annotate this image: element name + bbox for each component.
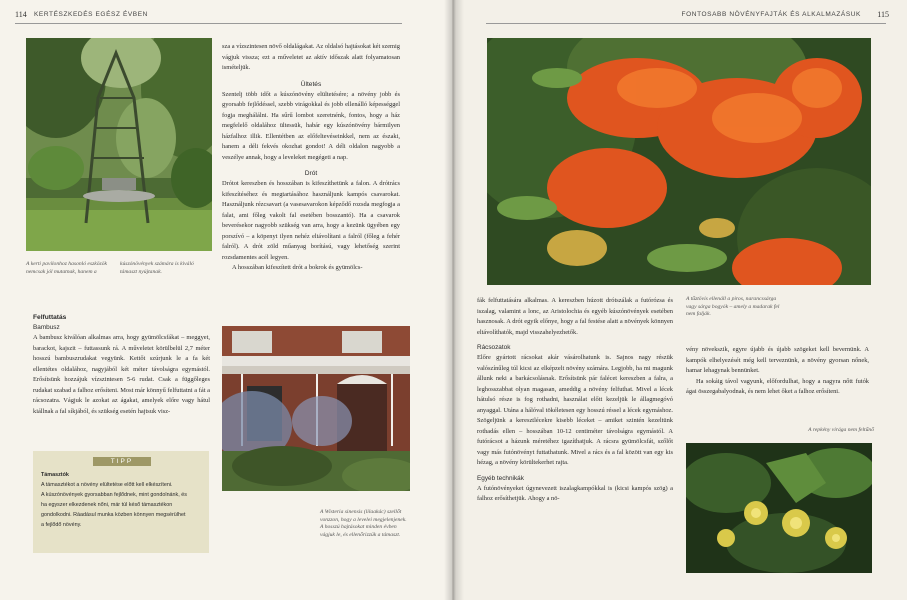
body-text: Ha sokáig távol vagyunk, előfordulhat, hogy a nagyra nőtt futók ágai összegabalyodnak, és nem lehet őket a falhoz erősíteni. — [686, 377, 869, 395]
running-head: KERTÉSZKEDÉS EGÉSZ ÉVBEN — [34, 11, 148, 18]
section-heading: Felfuttatás — [33, 314, 67, 321]
tip-body — [41, 470, 203, 530]
text-column-1 — [33, 313, 210, 417]
section-heading: Rácsozatok — [477, 344, 511, 351]
text-column-2 — [222, 42, 400, 274]
tip-line: ha egyszer elkezdenek nőni, már túl késő támasztékon — [41, 502, 173, 508]
photo-caption-1: A tűztövis ellenáll a piros, narancssárga vagy sárga bogyók – amely a madarak fel nem falják. — [686, 296, 780, 318]
body-text: Szentelj több időt a kúszónövény elültetésére; a növény jobb és gyorsabb fejlődéssel, szebb virágokkal és jobb ellenálló képességgel fogja meghálálni. Ha sűrű lombot szeretnénk, fontos, hogy a ház megfelelő oldalához ültessük, habár egy kúszónövény bármilyen házfalhoz illik. Ellentétben az előfeltevéseinkkel, nem az északi, hanem a déli fekvés okozhat gondot! A déli oldalon nagyobb a veszélye annak, hogy a leveleket megégeti a nap. — [222, 90, 400, 161]
tip-label: TIPP — [93, 457, 151, 466]
photo-caption-2: A Wisteria sinensis (lilaakác) szellőt vonzzon, hogy a levelei megjelenjenek. A hosszú hajtásokat minden évben vágjuk le, és ellenőrizzük a támaszt. — [320, 509, 407, 538]
header-rule — [486, 23, 886, 24]
wisteria-house-photo — [222, 326, 410, 491]
body-text: Drótot kereszben és hosszában is kifeszíthetünk a falon. A drótrács kifeszítéséhez és megtartásához használjunk kampós csavarokat. Használjunk rézcsavart (a vasesavarokon képződő rozsda megfogja a falat, ami főleg vakolt fal esetében bosszantó). Ha a csavarok beverésekor nagyobb szükség van arra, hogy a kezünk ügyében egy porszívó – a köpenyt ilyen nehéz eltávolítani a falról (főleg a fehér falról). A drót zöld műanyag borítású, vagy lehetőség szerint rozsdamentes acél legyen. — [222, 180, 400, 261]
body-text: A bambusz kiválóan alkalmas arra, hogy gyümölcsfákat – meggyet, barackot, kajszit – futtassunk rá. A műveletet körülbelül 2,7 méter hosszú bambuszrudakat vegyünk. Kettőt szúrjunk le a fa két ellentétes oldalához, nagyjából két méter távolságra egymástól. Erősítsünk hozzájuk vízszintesen 5-6 rudat. Csak a függőleges rudakat szabad a falhoz erősíteni. Most már könnyű felfuttatni a fát a rácsozatra. Vágjuk le azokat az ágakat, amelyek előre vagy hátul kiállnak a fal síkjából, és szükség esetén hajtsuk visz- — [33, 334, 210, 415]
tip-line: A támasztékot a növény elültetése előtt kell elkészíteni. — [41, 482, 173, 488]
body-text: fák felfuttatására alkalmas. A kereszben húzott drótszálak a futórózsa és iszalag, valamint a lonc, az Aristolochia és egyéb kúszónövények esetében hasznosak. A drót egyik előnye, hogy a fal festése alatt a növények könnyen eltávolíthatók, majd visszahelyezhetők. — [477, 297, 673, 336]
tip-box — [33, 451, 209, 553]
header-rule — [15, 23, 402, 24]
tip-line: a fejlődő növény. — [41, 522, 82, 528]
body-text: vény növekszik, egyre újabb és újabb szögeket kell bevernünk. A kampók elhelyezését még kell terveznünk, a növény gyorsan nőnek, hamar lehagynak bennünket. — [686, 346, 869, 374]
body-text: sza a vízszintesen növő oldalágakat. Az oldalsó hajtásokat két szemig vágjuk vissza; ezt a műveletet az aktív időszak alatt folyamatosan ismételjük. — [222, 43, 400, 71]
text-column-2 — [686, 345, 869, 398]
body-text: A futónövényeket úgynevezett iszalagkampókkal is (kicsi kampós szög) a falhoz erősíthetjük. Ahogy a nö- — [477, 484, 673, 502]
section-heading: Ültetés — [300, 80, 322, 88]
ivy-flowers-photo — [686, 443, 872, 573]
right-page — [454, 0, 907, 600]
text-column-1 — [477, 296, 673, 505]
tip-title: Támasztók — [41, 472, 69, 478]
pyracantha-berries-photo — [487, 38, 871, 285]
tip-line: A kúszónövények gyorsabban fejlődnek, mint gondolnánk, és — [41, 492, 187, 498]
left-page — [0, 0, 452, 600]
section-heading: Drót — [304, 170, 318, 177]
page-number: 115 — [877, 10, 889, 19]
garden-pavilion-photo — [26, 38, 212, 251]
page-number: 114 — [15, 10, 27, 19]
photo-caption-1: A kerti pavilonhoz hasonló eszközök nemcsak jól mutatnak, hanem a kúszónövények számára is kiváló támaszt nyújtanak. — [26, 261, 194, 275]
subsection-heading: Bambusz — [33, 324, 60, 331]
tip-line: gondolkodni. Ráadásul munka közben könnyen megsérülhet — [41, 512, 186, 518]
photo-caption-2: A repkény virága nem feltűnő — [808, 427, 874, 433]
body-text: Előre gyártott rácsokat akár vásárolhatunk is. Sajnos nagy részük valószínűleg túl kicsi az elképzelt növény számára. Legjobb, ha mi magunk állunk neki a barkácsolásnak. Erősítsünk pár falécet kereszben a falra, a leghosszabbat olyan magasan, ameddig a növény felfuthat. Mivel a lécek hátulsó része is fog rothadni, használat előtt kezeljük le állagmegóvó anyaggal. Utána a hálóval tökéletesen egy hosszú réssel a lécek egymáshoz. Szögeljünk a keresztlécekre kisebb léceket – amiket szintén kezeltünk rothadás ellen – hosszában 10-12 centiméter távolságra egymástól. A futórácsot a házunk méretéhez igazíthatjuk. A rácsra gyümölcsfát, szőlőt vagy más futónövényt futtathatunk. Mivel a rács és a fal között van egy kis hézag, a növény körültekerhet rajta. — [477, 354, 673, 466]
running-head: FONTOSABB NÖVÉNYFAJTÁK ÉS ALKALMAZÁSUK — [681, 11, 861, 18]
section-heading: Egyéb technikák — [477, 474, 524, 482]
body-text: A hosszában kifeszített drót a bokrok és gyümölcs- — [232, 264, 363, 271]
